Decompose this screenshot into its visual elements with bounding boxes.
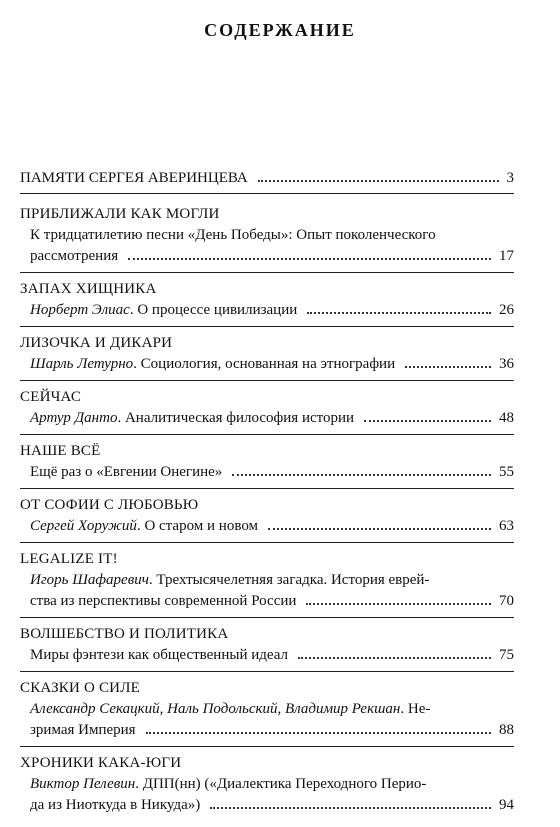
toc-section <box>20 333 514 381</box>
table-of-contents <box>20 170 514 827</box>
entry-title: ПАМЯТИ СЕРГЕЯ АВЕРИНЦЕВА <box>20 170 248 186</box>
page-number: 26 <box>499 302 514 318</box>
author-name: Сергей Хоружий <box>30 518 137 534</box>
entry-text-line: К тридцатилетию песни «День Победы»: Опыт поколенческого <box>30 227 436 243</box>
page-number: 55 <box>499 464 514 480</box>
author-name: Виктор Пелевин <box>30 776 136 792</box>
entry-text-line: . ДПП(нн) («Диалектика Переходного Перио- <box>135 776 427 792</box>
entry-text-line: зримая Империя <box>30 722 136 738</box>
section-heading: ЛИЗОЧКА И ДИКАРИ <box>20 335 173 351</box>
toc-section <box>20 204 514 273</box>
entry-text-line: рассмотрения <box>30 248 119 264</box>
author-name: Шарль Летурно <box>30 356 134 372</box>
entry-text-line: да из Ниоткуда в Никуда») <box>30 797 201 813</box>
entry-text: Миры фэнтези как общественный идеал <box>30 647 288 663</box>
page-number: 75 <box>499 647 514 663</box>
entry-text-line: ства из перспективы современной России <box>30 593 297 609</box>
toc-section <box>20 387 514 435</box>
dot-leader <box>146 732 491 734</box>
page-number: 17 <box>499 248 514 264</box>
dot-leader <box>210 807 491 809</box>
entry-text: . Социология, основанная на этнографии <box>133 356 396 372</box>
toc-section <box>20 441 514 489</box>
entry-text: . Аналитическая философия истории <box>117 410 355 426</box>
entry-text: Ещё раз о «Евгении Онегине» <box>30 464 223 480</box>
section-heading: ПРИБЛИЖАЛИ КАК МОГЛИ <box>20 206 220 222</box>
section-heading: ОТ СОФИИ С ЛЮБОВЬЮ <box>20 497 199 513</box>
section-heading: ЗАПАХ ХИЩНИКА <box>20 281 157 297</box>
section-heading: СЕЙЧАС <box>20 389 82 405</box>
page-number: 48 <box>499 410 514 426</box>
entry-text: . О процессе цивилизации <box>129 302 298 318</box>
dot-leader <box>258 180 499 182</box>
section-heading: СКАЗКИ О СИЛЕ <box>20 680 140 696</box>
page-number: 63 <box>499 518 514 534</box>
entry-text-line: . Не- <box>400 701 431 717</box>
dot-leader <box>307 312 491 314</box>
toc-section <box>20 678 514 747</box>
section-heading: LEGALIZE IT! <box>20 551 118 567</box>
entry-text-line: . Трехтысячелетняя загадка. История еврей- <box>148 572 430 588</box>
page-number: 94 <box>499 797 514 813</box>
page-number: 36 <box>499 356 514 372</box>
dot-leader <box>298 657 491 659</box>
author-name: Александр Секацкий, Наль Подольский, Владимир Рекшан <box>30 701 401 717</box>
dot-leader <box>364 420 491 422</box>
dot-leader <box>128 258 491 260</box>
dot-leader <box>306 603 491 605</box>
page-number: 88 <box>499 722 514 738</box>
toc-section <box>20 549 514 618</box>
page-number: 3 <box>506 170 514 186</box>
author-name: Артур Данто <box>30 410 118 426</box>
section-heading: ХРОНИКИ КАКА-ЮГИ <box>20 755 182 771</box>
dot-leader <box>268 528 491 530</box>
dot-leader <box>232 474 491 476</box>
author-name: Норберт Элиас <box>30 302 130 318</box>
page-number: 70 <box>499 593 514 609</box>
toc-entry-averintsev <box>20 170 514 194</box>
section-heading: НАШЕ ВСЁ <box>20 443 101 459</box>
page-title: СОДЕРЖАНИЕ <box>204 20 356 40</box>
toc-section <box>20 279 514 327</box>
toc-section <box>20 624 514 672</box>
section-heading: ВОЛШЕБСТВО И ПОЛИТИКА <box>20 626 229 642</box>
author-name: Игорь Шафаревич <box>30 572 149 588</box>
toc-section <box>20 495 514 543</box>
toc-section <box>20 753 514 821</box>
entry-text: . О старом и новом <box>136 518 259 534</box>
dot-leader <box>405 366 491 368</box>
